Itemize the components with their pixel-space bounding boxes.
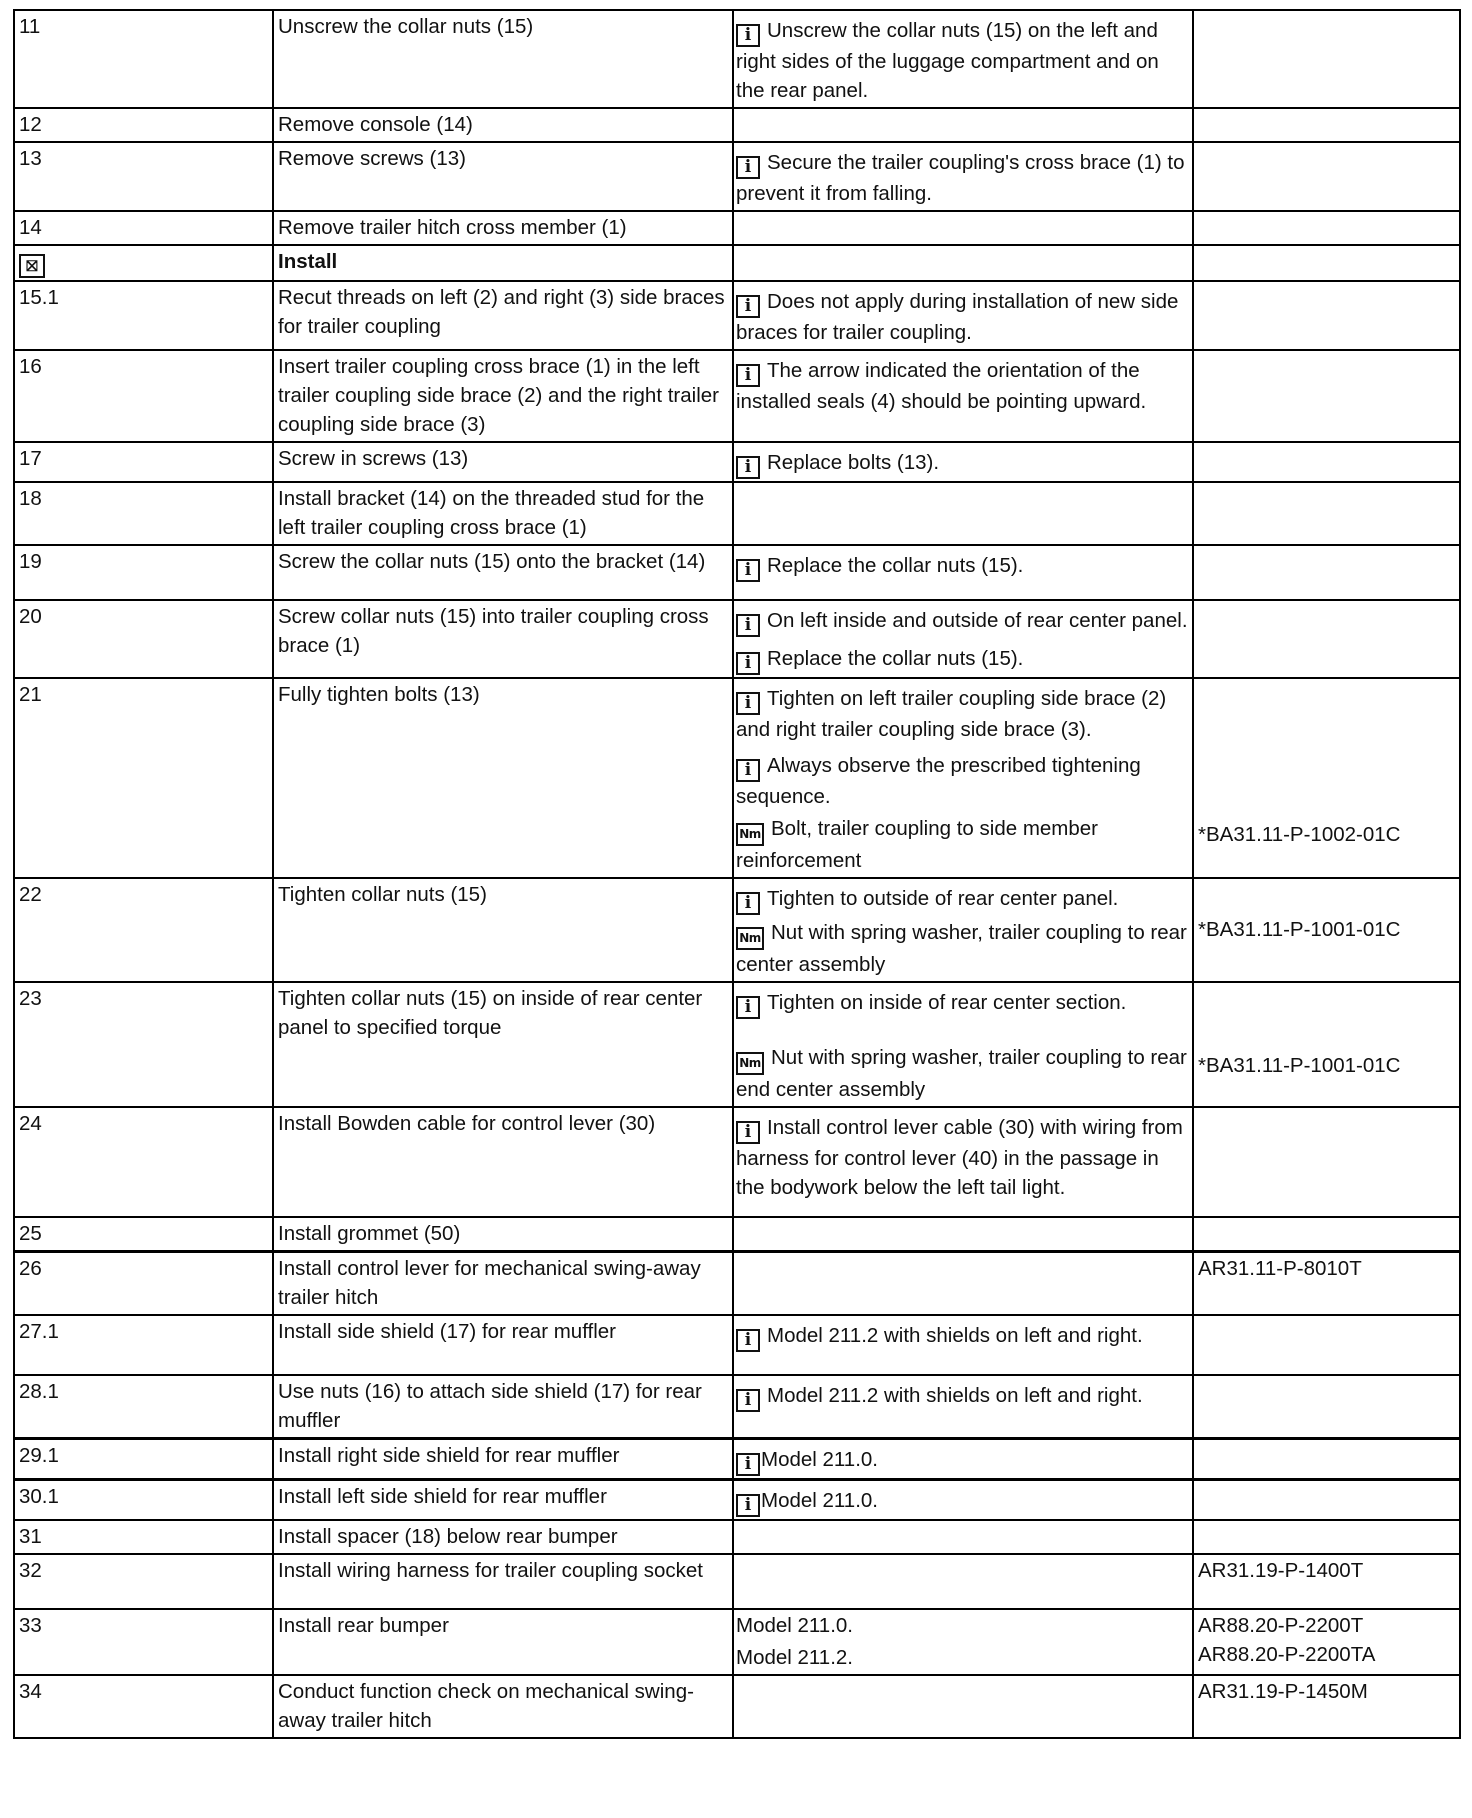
table-row — [14, 1252, 1460, 1316]
step-number: 19 — [19, 550, 42, 573]
step-number: 30.1 — [19, 1485, 59, 1508]
note-text: Does not apply during installation of new side braces for trailer coupling. — [736, 290, 1179, 344]
action-text: Install grommet (50) — [278, 1222, 461, 1245]
note — [736, 1482, 1188, 1517]
step-number-cell — [14, 350, 273, 442]
step-number: 28.1 — [19, 1380, 59, 1403]
notes-cell — [733, 211, 1193, 245]
notes-cell — [733, 600, 1193, 678]
reference-cell — [1193, 142, 1460, 211]
step-number: 29.1 — [19, 1444, 59, 1467]
action-text: Fully tighten bolts (13) — [278, 683, 480, 706]
notes-cell — [733, 142, 1193, 211]
info-icon: i — [736, 364, 760, 387]
note-text: Secure the trailer coupling's cross brace (1) to prevent it from falling. — [736, 151, 1185, 205]
action-text: Install rear bumper — [278, 1614, 449, 1637]
table-row — [14, 600, 1460, 678]
notes-cell — [733, 442, 1193, 482]
reference-cell — [1193, 545, 1460, 600]
note — [736, 747, 1188, 811]
reference-cell — [1193, 1520, 1460, 1554]
reference-code: *BA31.11-P-1002-01C — [1198, 823, 1401, 846]
step-number: 17 — [19, 447, 42, 470]
action-cell — [273, 245, 733, 281]
info-icon: i — [736, 24, 760, 47]
info-icon: i — [736, 892, 760, 915]
step-number: 31 — [19, 1525, 42, 1548]
step-number-cell — [14, 1609, 273, 1675]
action-cell — [273, 1217, 733, 1252]
notes-cell — [733, 108, 1193, 142]
note — [736, 352, 1188, 416]
reference-cell — [1193, 1375, 1460, 1439]
action-cell — [273, 1375, 733, 1439]
step-number-cell — [14, 1554, 273, 1609]
torque-nm-icon: Nm — [736, 927, 764, 950]
note-text: Model 211.0. — [761, 1448, 879, 1471]
table-row — [14, 482, 1460, 545]
action-cell — [273, 211, 733, 245]
note-text: Nut with spring washer, trailer coupling to rear end center assembly — [736, 1046, 1187, 1101]
reference-code: AR88.20-P-2200T — [1198, 1614, 1364, 1637]
action-text: Remove trailer hitch cross member (1) — [278, 216, 627, 239]
note — [736, 1043, 1188, 1104]
action-cell — [273, 678, 733, 878]
table-row — [14, 281, 1460, 350]
note — [736, 918, 1188, 979]
table-row — [14, 1375, 1460, 1439]
notes-cell — [733, 10, 1193, 108]
table-row — [14, 1217, 1460, 1252]
note — [736, 283, 1188, 347]
step-number-cell — [14, 108, 273, 142]
note — [736, 1611, 1188, 1640]
step-number: 34 — [19, 1680, 42, 1703]
notes-cell — [733, 1217, 1193, 1252]
info-icon: i — [736, 1121, 760, 1144]
step-number-cell — [14, 1375, 273, 1439]
action-cell — [273, 350, 733, 442]
step-number-cell — [14, 10, 273, 108]
notes-cell — [733, 1439, 1193, 1480]
table-row — [14, 1675, 1460, 1738]
note-text: Replace the collar nuts (15). — [767, 647, 1024, 670]
note — [736, 1441, 1188, 1476]
table-row — [14, 1480, 1460, 1521]
reference-cell — [1193, 878, 1460, 982]
action-cell — [273, 1107, 733, 1217]
reference-cell — [1193, 1480, 1460, 1521]
step-number-cell — [14, 878, 273, 982]
step-number-cell — [14, 281, 273, 350]
step-number: 20 — [19, 605, 42, 628]
note-text: Tighten on left trailer coupling side brace (2) and right trailer coupling side brace (3). — [736, 687, 1167, 741]
step-number: 18 — [19, 487, 42, 510]
action-text: Insert trailer coupling cross brace (1) in the left trailer coupling side brace (2) and the right trailer coupling side brace (3) — [278, 355, 719, 436]
notes-cell — [733, 1107, 1193, 1217]
step-number: 12 — [19, 113, 42, 136]
note-text: Model 211.0. — [761, 1489, 879, 1512]
section-title: Install — [278, 250, 338, 273]
note — [736, 1643, 1188, 1672]
step-number-cell — [14, 442, 273, 482]
info-icon: i — [736, 1453, 760, 1476]
note — [736, 547, 1188, 582]
torque-nm-icon: Nm — [736, 1052, 764, 1075]
action-cell — [273, 878, 733, 982]
action-cell — [273, 1675, 733, 1738]
notes-cell — [733, 878, 1193, 982]
action-cell — [273, 1315, 733, 1375]
repair-procedure-table — [13, 9, 1461, 1739]
reference-code: *BA31.11-P-1001-01C — [1198, 1054, 1401, 1077]
info-icon: i — [736, 1389, 760, 1412]
notes-cell — [733, 1520, 1193, 1554]
notes-cell — [733, 545, 1193, 600]
note-text: Replace the collar nuts (15). — [767, 554, 1024, 577]
note — [736, 1377, 1188, 1412]
step-number-cell — [14, 482, 273, 545]
step-number: 14 — [19, 216, 42, 239]
action-cell — [273, 10, 733, 108]
action-cell — [273, 545, 733, 600]
action-cell — [273, 1480, 733, 1521]
table-row — [14, 1520, 1460, 1554]
reference-cell — [1193, 10, 1460, 108]
step-number-cell — [14, 1217, 273, 1252]
reference-cell — [1193, 211, 1460, 245]
reference-code: AR31.19-P-1400T — [1198, 1559, 1364, 1582]
step-number-cell — [14, 678, 273, 878]
note-text: Model 211.2 with shields on left and right. — [767, 1324, 1143, 1347]
action-cell — [273, 108, 733, 142]
step-number: 21 — [19, 683, 42, 706]
reference-cell — [1193, 1107, 1460, 1217]
step-number-cell — [14, 1315, 273, 1375]
note-text: On left inside and outside of rear center panel. — [767, 609, 1188, 632]
step-number-cell — [14, 982, 273, 1107]
step-number-cell — [14, 211, 273, 245]
info-icon: i — [736, 996, 760, 1019]
action-text: Screw the collar nuts (15) onto the bracket (14) — [278, 550, 706, 573]
step-number: 11 — [19, 15, 41, 38]
table-row — [14, 142, 1460, 211]
action-text: Install left side shield for rear muffler — [278, 1485, 607, 1508]
note — [736, 814, 1188, 875]
install-icon: ⛝ — [19, 254, 45, 278]
note-text: Install control lever cable (30) with wiring from harness for control lever (40) in the passage in the bodywork below the left tail light. — [736, 1116, 1183, 1199]
notes-cell — [733, 350, 1193, 442]
notes-cell — [733, 245, 1193, 281]
step-number: 25 — [19, 1222, 42, 1245]
notes-cell — [733, 1675, 1193, 1738]
reference-cell — [1193, 1439, 1460, 1480]
action-cell — [273, 1609, 733, 1675]
action-text: Recut threads on left (2) and right (3) side braces for trailer coupling — [278, 286, 725, 338]
step-number-cell — [14, 1520, 273, 1554]
info-icon: i — [736, 614, 760, 637]
table-row — [14, 1315, 1460, 1375]
action-cell — [273, 982, 733, 1107]
table-row — [14, 1609, 1460, 1675]
reference-cell — [1193, 678, 1460, 878]
action-cell — [273, 281, 733, 350]
info-icon: i — [736, 156, 760, 179]
step-number-cell — [14, 545, 273, 600]
action-text: Unscrew the collar nuts (15) — [278, 15, 534, 38]
reference-code: AR31.19-P-1450M — [1198, 1680, 1368, 1703]
table-row — [14, 878, 1460, 982]
reference-code: *BA31.11-P-1001-01C — [1198, 918, 1401, 941]
table-row — [14, 982, 1460, 1107]
section-row-install — [14, 245, 1460, 281]
notes-cell — [733, 1315, 1193, 1375]
info-icon: i — [736, 652, 760, 675]
action-cell — [273, 1252, 733, 1316]
step-number-cell — [14, 600, 273, 678]
step-number: 27.1 — [19, 1320, 59, 1343]
action-cell — [273, 1554, 733, 1609]
action-text: Install bracket (14) on the threaded stud for the left trailer coupling cross brace (1) — [278, 487, 705, 539]
notes-cell — [733, 1375, 1193, 1439]
step-number: 15.1 — [19, 286, 59, 309]
step-number: 22 — [19, 883, 42, 906]
note — [736, 984, 1188, 1019]
action-text: Install Bowden cable for control lever (30) — [278, 1112, 656, 1135]
action-text: Install side shield (17) for rear muffler — [278, 1320, 617, 1343]
step-number: 24 — [19, 1112, 42, 1135]
table-row — [14, 678, 1460, 878]
action-text: Tighten collar nuts (15) — [278, 883, 487, 906]
note — [736, 680, 1188, 744]
reference-cell — [1193, 600, 1460, 678]
info-icon: i — [736, 456, 760, 479]
reference-cell — [1193, 1315, 1460, 1375]
info-icon: i — [736, 759, 760, 782]
reference-cell — [1193, 1675, 1460, 1738]
step-number-cell — [14, 245, 273, 281]
step-number-cell — [14, 1439, 273, 1480]
action-cell — [273, 442, 733, 482]
action-cell — [273, 482, 733, 545]
note-text: Model 211.0. — [736, 1614, 854, 1637]
reference-cell — [1193, 245, 1460, 281]
note-text: Always observe the prescribed tightening sequence. — [736, 754, 1141, 808]
action-text: Screw in screws (13) — [278, 447, 469, 470]
reference-cell — [1193, 442, 1460, 482]
table-row — [14, 350, 1460, 442]
table-row — [14, 10, 1460, 108]
action-text: Remove screws (13) — [278, 147, 466, 170]
step-number-cell — [14, 142, 273, 211]
reference-code: AR88.20-P-2200TA — [1198, 1643, 1376, 1666]
notes-cell — [733, 1252, 1193, 1316]
torque-nm-icon: Nm — [736, 823, 764, 846]
note — [736, 444, 1188, 479]
note-text: Tighten on inside of rear center section. — [767, 991, 1127, 1014]
table-row — [14, 211, 1460, 245]
info-icon: i — [736, 1494, 760, 1517]
table-row — [14, 108, 1460, 142]
reference-cell — [1193, 982, 1460, 1107]
note-text: Model 211.2. — [736, 1646, 854, 1669]
action-text: Tighten collar nuts (15) on inside of rear center panel to specified torque — [278, 987, 703, 1039]
action-text: Install control lever for mechanical swing-away trailer hitch — [278, 1257, 701, 1309]
note-text: Tighten to outside of rear center panel. — [767, 887, 1119, 910]
note — [736, 1317, 1188, 1352]
reference-code: AR31.11-P-8010T — [1198, 1257, 1362, 1280]
note-text: The arrow indicated the orientation of the installed seals (4) should be pointing upward. — [736, 359, 1147, 413]
reference-cell — [1193, 1217, 1460, 1252]
note-text: Bolt, trailer coupling to side member reinforcement — [736, 817, 1099, 872]
reference-cell — [1193, 108, 1460, 142]
notes-cell — [733, 1480, 1193, 1521]
action-cell — [273, 1439, 733, 1480]
step-number: 13 — [19, 147, 42, 170]
notes-cell — [733, 1609, 1193, 1675]
step-number: 23 — [19, 987, 42, 1010]
note-text: Model 211.2 with shields on left and right. — [767, 1384, 1143, 1407]
step-number: 16 — [19, 355, 42, 378]
action-cell — [273, 600, 733, 678]
reference-cell — [1193, 1252, 1460, 1316]
info-icon: i — [736, 559, 760, 582]
notes-cell — [733, 281, 1193, 350]
action-text: Remove console (14) — [278, 113, 473, 136]
note — [736, 12, 1188, 105]
action-cell — [273, 1520, 733, 1554]
notes-cell — [733, 482, 1193, 545]
action-cell — [273, 142, 733, 211]
notes-cell — [733, 982, 1193, 1107]
step-number: 32 — [19, 1559, 42, 1582]
notes-cell — [733, 678, 1193, 878]
info-icon: i — [736, 692, 760, 715]
note-text: Replace bolts (13). — [767, 451, 940, 474]
info-icon: i — [736, 295, 760, 318]
step-number: 26 — [19, 1257, 42, 1280]
step-number-cell — [14, 1107, 273, 1217]
notes-cell — [733, 1554, 1193, 1609]
action-text: Screw collar nuts (15) into trailer coupling cross brace (1) — [278, 605, 709, 657]
reference-cell — [1193, 350, 1460, 442]
reference-cell — [1193, 1554, 1460, 1609]
table-row — [14, 545, 1460, 600]
note-text: Unscrew the collar nuts (15) on the left and right sides of the luggage compartment and on the rear panel. — [736, 19, 1159, 102]
table-row — [14, 1107, 1460, 1217]
table-row — [14, 442, 1460, 482]
note — [736, 880, 1188, 915]
note — [736, 640, 1188, 675]
step-number-cell — [14, 1480, 273, 1521]
reference-cell — [1193, 281, 1460, 350]
reference-cell — [1193, 482, 1460, 545]
note-text: Nut with spring washer, trailer coupling to rear center assembly — [736, 921, 1187, 976]
note — [736, 144, 1188, 208]
note — [736, 1109, 1188, 1202]
table-row — [14, 1554, 1460, 1609]
action-text: Install right side shield for rear muffler — [278, 1444, 620, 1467]
step-number-cell — [14, 1675, 273, 1738]
step-number-cell — [14, 1252, 273, 1316]
action-text: Install spacer (18) below rear bumper — [278, 1525, 618, 1548]
step-number: 33 — [19, 1614, 42, 1637]
info-icon: i — [736, 1329, 760, 1352]
table-row — [14, 1439, 1460, 1480]
reference-cell — [1193, 1609, 1460, 1675]
action-text: Install wiring harness for trailer coupling socket — [278, 1559, 703, 1582]
note — [736, 602, 1188, 637]
action-text: Conduct function check on mechanical swing-away trailer hitch — [278, 1680, 694, 1732]
action-text: Use nuts (16) to attach side shield (17) for rear muffler — [278, 1380, 702, 1432]
